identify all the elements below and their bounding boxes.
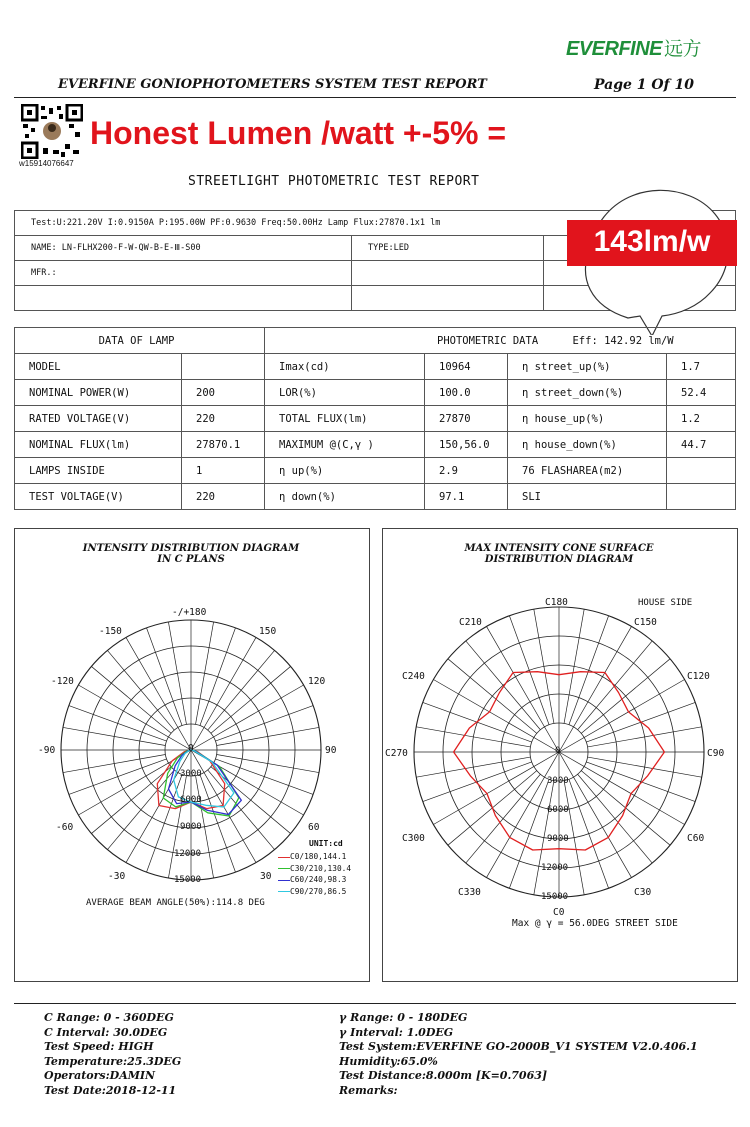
grid-spoke: [588, 757, 702, 777]
table-row: LAMPS INSIDE 1 η up(%) 2.9 76 FLASHAREA(m2): [15, 458, 736, 484]
grid-spoke: [147, 628, 183, 726]
ring-label: 6000: [180, 795, 202, 805]
brand-logo: [566, 34, 701, 61]
angle-label: -30: [108, 871, 126, 882]
grid-spoke: [509, 616, 549, 725]
legend-item: C90/270,86.5: [278, 886, 351, 898]
grid-spoke: [69, 706, 167, 742]
footer-right: γ Range: 0 - 180DEG γ Interval: 1.0DEG Test System:EVERFINE GO-2000B_V1 SYSTEM V2.0.406.1 Humidity:65.0% Test Distance:8.000m [K=0.7063] Remarks:: [339, 1011, 698, 1097]
angle-label: 0: [188, 743, 194, 754]
angle-label: C0: [553, 907, 565, 918]
grid-spoke: [215, 706, 313, 742]
brand-name: EVERFINE: [566, 38, 663, 60]
grid-spoke: [569, 616, 609, 725]
brand-chinese: 远方: [664, 39, 702, 60]
legend-item: C0/180,144.1: [278, 851, 351, 863]
grid-spoke: [578, 774, 653, 863]
qr-code-icon: [21, 104, 83, 159]
grid-spoke: [107, 650, 174, 730]
ring-label: 9000: [547, 834, 569, 844]
legend-item: C60/240,98.3: [278, 874, 351, 886]
angle-label: 30: [260, 871, 272, 882]
unit-label: UNIT:cd: [309, 839, 343, 848]
footer-divider: [14, 1003, 736, 1004]
max-note: Max @ γ = 56.0DEG STREET SIDE: [512, 918, 678, 929]
report-header-title: EVERFINE GONIOPHOTOMETERS SYSTEM TEST REPORT: [58, 77, 487, 92]
angle-label: C330: [458, 887, 481, 898]
test-line: Test:U:221.20V I:0.9150A P:195.00W PF:0.9630 Freq:50.00Hz Lamp Flux:27870.1x1 lm: [15, 211, 736, 236]
lamp-name: NAME: LN-FLHX200-F-W-QW-B-E-Ⅲ-S00: [15, 236, 352, 261]
right-diagram-title: MAX INTENSITY CONE SURFACE DISTRIBUTION DIAGRAM: [464, 543, 654, 565]
house-side-label: HOUSE SIDE: [638, 598, 693, 608]
report-title: STREETLIGHT PHOTOMETRIC TEST REPORT: [188, 174, 480, 189]
angle-label: -60: [56, 822, 74, 833]
qr-id: w15914076647: [19, 159, 74, 168]
grid-spoke: [208, 650, 275, 730]
ring-label: 3000: [180, 769, 202, 779]
photometric-data-table: [14, 327, 736, 510]
efficacy: Eff: 142.92 lm/W: [572, 334, 674, 347]
angle-label: C270: [385, 748, 408, 759]
page-indicator: Page 1 Of 10: [594, 77, 694, 93]
angle-label: C90: [707, 748, 725, 759]
angle-label: -150: [99, 626, 122, 637]
header-divider: [14, 97, 736, 98]
lamp-type: TYPE:LED: [352, 236, 544, 261]
grid-spoke: [448, 659, 537, 734]
angle-label: C300: [402, 833, 425, 844]
grid-spoke: [211, 666, 291, 733]
grid-spoke: [588, 727, 702, 747]
angle-label: C120: [687, 671, 710, 682]
ring-label: 12000: [174, 849, 202, 859]
grid-spoke: [200, 628, 236, 726]
legend-item: C30/210,130.4: [278, 863, 351, 875]
callout-value: 143lm/w: [567, 220, 737, 266]
grid-spoke: [586, 762, 695, 802]
footer-left: C Range: 0 - 360DEG C Interval: 30.0DEG Test Speed: HIGH Temperature:25.3DEG Operators:DAMIN Test Date:2018-12-11: [44, 1011, 182, 1097]
ring-label: 12000: [541, 863, 569, 873]
intensity-polar-chart: [14, 528, 368, 980]
grid-spoke: [534, 609, 554, 723]
photometric-header: PHOTOMETRIC DATA: [437, 334, 539, 347]
grid-spoke: [466, 774, 541, 863]
ring-label: 9000: [180, 822, 202, 832]
manufacturer: MFR.:: [15, 261, 352, 286]
angle-label: C30: [634, 887, 652, 898]
grid-spoke: [200, 774, 236, 872]
grid-spoke: [416, 757, 530, 777]
grid-spoke: [63, 755, 165, 773]
angle-label: C150: [634, 617, 657, 628]
grid-spoke: [208, 770, 275, 850]
beam-angle: AVERAGE BEAM ANGLE(50%):114.8 DEG: [86, 898, 265, 908]
promo-headline: Honest Lumen /watt +-5% =: [90, 115, 507, 151]
grid-spoke: [416, 727, 530, 747]
table-row: TEST VOLTAGE(V) 220 η down(%) 97.1 SLI: [15, 484, 736, 510]
lamp-data-header: DATA OF LAMP: [15, 328, 265, 354]
angle-label: 60: [308, 822, 320, 833]
angle-label: 90: [325, 745, 337, 756]
grid-spoke: [196, 622, 214, 724]
angle-label: 120: [308, 676, 326, 687]
grid-spoke: [215, 759, 313, 795]
angle-label: C180: [545, 597, 568, 608]
ring-label: 15000: [541, 892, 569, 902]
angle-label: -90: [38, 745, 56, 756]
angle-label: C210: [459, 617, 482, 628]
grid-spoke: [581, 659, 670, 734]
table-row: RATED VOLTAGE(V) 220 TOTAL FLUX(lm) 27870 η house_up(%) 1.2: [15, 406, 736, 432]
grid-spoke: [217, 727, 319, 745]
grid-spoke: [69, 759, 167, 795]
table-row: MODEL Imax(cd) 10964 η street_up(%) 1.7: [15, 354, 736, 380]
angle-label: C240: [402, 671, 425, 682]
grid-spoke: [578, 641, 653, 730]
ring-label: 15000: [174, 875, 202, 885]
angle-label: 150: [259, 626, 277, 637]
grid-spoke: [466, 641, 541, 730]
ring-label: 3000: [547, 776, 569, 786]
grid-spoke: [107, 770, 174, 850]
grid-spoke: [564, 609, 584, 723]
ring-label: 6000: [547, 805, 569, 815]
grid-spoke: [168, 622, 186, 724]
grid-spoke: [63, 727, 165, 745]
grid-spoke: [423, 762, 532, 802]
table-row: NOMINAL FLUX(lm) 27870.1 MAXIMUM @(C,γ ) 150,56.0 η house_down(%) 44.7: [15, 432, 736, 458]
grid-spoke: [217, 755, 319, 773]
grid-spoke: [91, 666, 171, 733]
table-row: NOMINAL POWER(W) 200 LOR(%) 100.0 η street_down(%) 52.4: [15, 380, 736, 406]
grid-spoke: [569, 779, 609, 888]
left-diagram-title: INTENSITY DISTRIBUTION DIAGRAM IN C PLANS: [82, 543, 300, 565]
angle-label: C60: [687, 833, 705, 844]
legend: [278, 851, 351, 897]
ring-label: 0: [555, 746, 561, 756]
angle-label: -120: [51, 676, 74, 687]
angle-label: -/+180: [172, 607, 207, 618]
